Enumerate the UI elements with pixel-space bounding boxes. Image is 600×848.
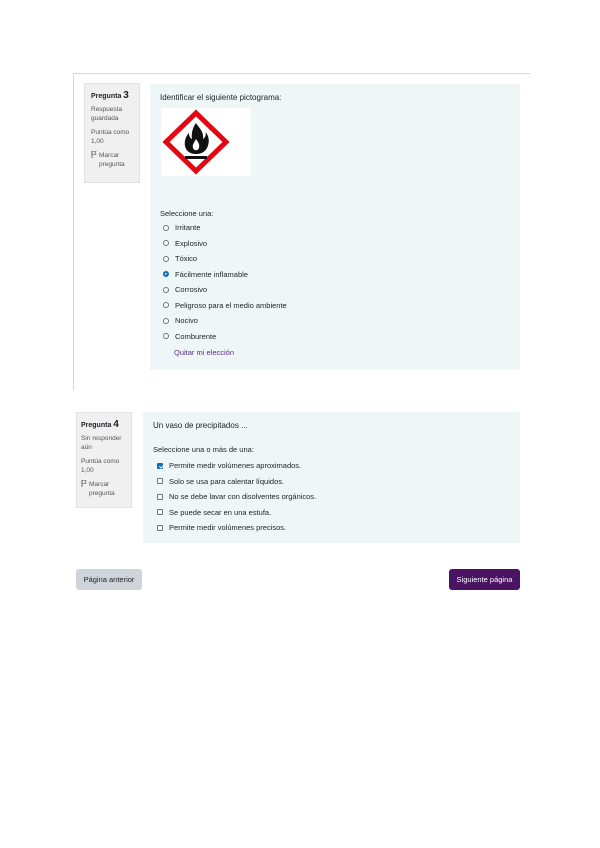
option-volumenes-precisos[interactable]: Permite medir volúmenes precisos. [157, 520, 316, 536]
radio-button[interactable] [163, 287, 169, 293]
question-3-options [163, 220, 287, 344]
question-4-number: Pregunta 4 [81, 419, 119, 430]
radio-button[interactable] [163, 240, 169, 246]
question-3-info [84, 83, 140, 183]
question-4-flag[interactable]: Marcar pregunta [81, 480, 127, 498]
checkbox[interactable] [157, 494, 163, 500]
option-facilmente-inflamable[interactable]: Fácilmente inflamable [163, 267, 287, 283]
radio-button[interactable] [163, 225, 169, 231]
question-4-content [143, 412, 520, 543]
option-irritante[interactable]: Irritante [163, 220, 287, 236]
option-disolventes-organicos[interactable]: No se debe lavar con disolventes orgánicos. [157, 489, 316, 505]
flag-icon [81, 480, 87, 498]
question-4-state-2: aún [81, 444, 92, 451]
question-3-content [150, 84, 520, 370]
question-4-prompt: Seleccione una o más de una: [153, 445, 254, 454]
question-3-flag[interactable]: Marcar pregunta [91, 151, 133, 169]
question-4-state: Sin responder [81, 435, 122, 442]
question-4-mark: Puntúa como [81, 458, 120, 465]
question-4-options [157, 458, 316, 536]
option-corrosivo[interactable]: Corrosivo [163, 282, 287, 298]
option-calentar-liquidos[interactable]: Solo se usa para calentar líquidos. [157, 474, 316, 490]
option-peligroso-medio-ambiente[interactable]: Peligroso para el medio ambiente [163, 298, 287, 314]
question-3-number: Pregunta 3 [91, 90, 129, 101]
checkbox[interactable] [157, 478, 163, 484]
question-3-state-2: guardada [91, 115, 119, 122]
previous-page-button[interactable]: Página anterior [76, 569, 142, 590]
checkbox-checked[interactable] [157, 463, 163, 469]
radio-button[interactable] [163, 256, 169, 262]
radio-button-selected[interactable] [163, 271, 169, 277]
question-3-mark-value: 1,00 [91, 138, 104, 145]
checkbox[interactable] [157, 525, 163, 531]
next-page-button[interactable]: Siguiente página [449, 569, 520, 590]
question-4-mark-value: 1,00 [81, 467, 94, 474]
question-3-state: Respuesta [91, 106, 123, 113]
radio-button[interactable] [163, 333, 169, 339]
option-explosivo[interactable]: Explosivo [163, 236, 287, 252]
flag-icon [91, 151, 97, 169]
question-4-info [76, 412, 132, 508]
question-4-text: Un vaso de precipitados ... [153, 421, 248, 430]
question-3-prompt: Seleccione una: [160, 209, 214, 218]
clear-choice-link[interactable]: Quitar mi elección [174, 348, 235, 357]
question-3-mark: Puntúa como [91, 129, 130, 136]
option-toxico[interactable]: Tóxico [163, 251, 287, 267]
radio-button[interactable] [163, 318, 169, 324]
option-comburente[interactable]: Comburente [163, 329, 287, 345]
question-3-text: Identificar el siguiente pictograma: [160, 93, 282, 102]
option-volumenes-aproximados[interactable]: Permite medir volúmenes aproximados. [157, 458, 316, 474]
option-secar-estufa[interactable]: Se puede secar en una estufa. [157, 505, 316, 521]
radio-button[interactable] [163, 302, 169, 308]
option-nocivo[interactable]: Nocivo [163, 313, 287, 329]
checkbox[interactable] [157, 509, 163, 515]
flammable-pictogram [161, 108, 251, 176]
